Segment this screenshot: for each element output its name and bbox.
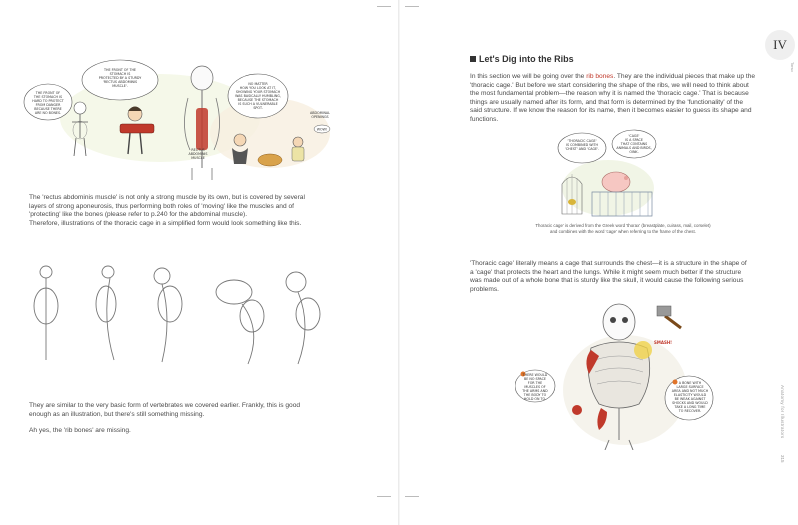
text-line: They are similar to the very basic form of vertebrates we covered earlier. Frankly, this is good xyxy=(29,402,301,409)
svg-text:THE FRONT OF THESTOMACH ISPROT: THE FRONT OF THE STOMACH IS PROTECTED BY A STURDY 'RECTUS ABDOMINIS MUSCLE'. xyxy=(98,68,142,88)
text-line: Therefore, illustrations of the thoracic cage in a simplified form would look something like this. xyxy=(29,219,302,227)
svg-text:SMASH!: SMASH! xyxy=(653,340,673,345)
skeleton-smash-illustration xyxy=(515,300,715,450)
text-line: enough as an illustration, but there's still something missing. xyxy=(29,410,205,418)
chapter-tab: Torso xyxy=(790,62,795,72)
right-paragraph-2 xyxy=(470,260,770,294)
simplified-thoracic-sketches xyxy=(22,260,332,370)
caption-line: Thoracic cage' is derived from the Greek word 'thorax' (breastplate, cuirass, mail, corselet) xyxy=(535,223,711,228)
text-line: 'thoracic cage.' But before we start considering the shape of the ribs, we will need to think about xyxy=(470,81,749,89)
svg-text:WOW!: WOW! xyxy=(316,127,328,132)
text-line: 'Thoracic cage' literally means a cage that surrounds the chest—it is a structure in the shape of xyxy=(470,260,747,267)
svg-text:THERE WOULDBE NO SPACEFOR THEM: THERE WOULD BE NO SPACE FOR THE MUSCLES OF THE ARMS AND THE BODY TO HOLD ON TO. xyxy=(522,373,548,401)
text-line: Ah yes, the 'rib bones' are missing. xyxy=(29,427,131,435)
text-line: 'protecting' like the bones (please refer to p.240 for the abdominal muscle). xyxy=(29,211,248,219)
section-title-text: Let's Dig into the Ribs xyxy=(479,54,574,64)
svg-text:A BONE WITHLARGE SURFACEAREA A: A BONE WITH LARGE SURFACE AREA AND NOT MUCH ELASTICITY WOULD BE WEAK AGAINST SHOCKS AND WOULD TAKE A LONG TIME TO RECOVER. xyxy=(671,381,709,413)
right-intro-paragraph xyxy=(470,73,770,125)
chapter-numeral: IV xyxy=(773,37,787,52)
text-run: In this section we will be going over the xyxy=(470,73,587,80)
svg-text:THE FRONT OFTHE STOMACH ISHARD: THE FRONT OF THE STOMACH IS HARD TO PROTECT FROM DANGER BECAUSE THERE ARE NO BONES. xyxy=(32,91,64,115)
left-paragraph-1 xyxy=(29,194,379,228)
chapter-badge xyxy=(765,30,795,60)
text-line: the most fundamental problem—the reason why it is named the 'thoracic cage.' That is because xyxy=(470,90,749,98)
text-line: functions. xyxy=(470,115,499,123)
pig-cage-illustration xyxy=(548,128,660,220)
abdomen-comic-illustration xyxy=(20,58,350,180)
page-number: 315 xyxy=(780,455,785,463)
figure-caption xyxy=(488,223,758,234)
bullet-square-icon xyxy=(470,56,476,62)
text-line xyxy=(470,73,770,82)
text-line: said structure. If we know the reason for its name, then it becomes easier to guess its shape and xyxy=(470,107,752,115)
text-line: layers of strong aponeurosis, thus performing both roles of 'moving' like the muscles and of xyxy=(29,202,294,210)
svg-text:'THORACIC CAGE'IS COMBINED WIT: 'THORACIC CAGE' IS COMBINED WITH 'CHEST' AND 'CAGE'. xyxy=(564,139,600,151)
section-title xyxy=(470,54,574,64)
svg-text:'CAGE'IS A SPACETHAT CONTAINSA: 'CAGE' IS A SPACE THAT CONTAINS ANIMALS AND BIRDS, OINK. xyxy=(616,134,652,154)
text-line: things are usually named after its form, and that form is determined by the 'functionality' of the xyxy=(470,98,743,106)
highlight-rib-bones: rib bones xyxy=(586,73,614,80)
book-side-title: Anatomy for Illustrators xyxy=(780,385,785,439)
svg-text:ABDOMINALOPENINGS: ABDOMINAL OPENINGS xyxy=(309,111,331,119)
left-paragraph-2 xyxy=(29,402,379,436)
svg-text:NO MATTERHOW YOU LOOK AT IT,SH: NO MATTER HOW YOU LOOK AT IT, SHOWING YOUR STOMACH WAS BASICALLY HUMBLING, BECAUSE THE STOMACH IS SUCH A VULNERABLE SPOT. xyxy=(235,82,281,110)
text-line: was made out of a whole bone that is sturdy like the skull, it would cause the following serious xyxy=(470,277,744,285)
text-line: problems. xyxy=(470,285,499,293)
text-line: a 'cage' that protects the heart and the lungs. While it might seem much better if the structure xyxy=(470,268,742,276)
caption-line: and combines with the word 'cage' when referring to the frame of the chest. xyxy=(550,228,696,234)
text-line: The 'rectus abdominis muscle' is not only a strong muscle by its own, but is covered by several xyxy=(29,194,305,201)
svg-text:RECTUSABDOMINISMUSCLE: RECTUS ABDOMINIS MUSCLE xyxy=(188,148,208,160)
text-run: . They are the individual pieces that make up the xyxy=(613,73,756,80)
